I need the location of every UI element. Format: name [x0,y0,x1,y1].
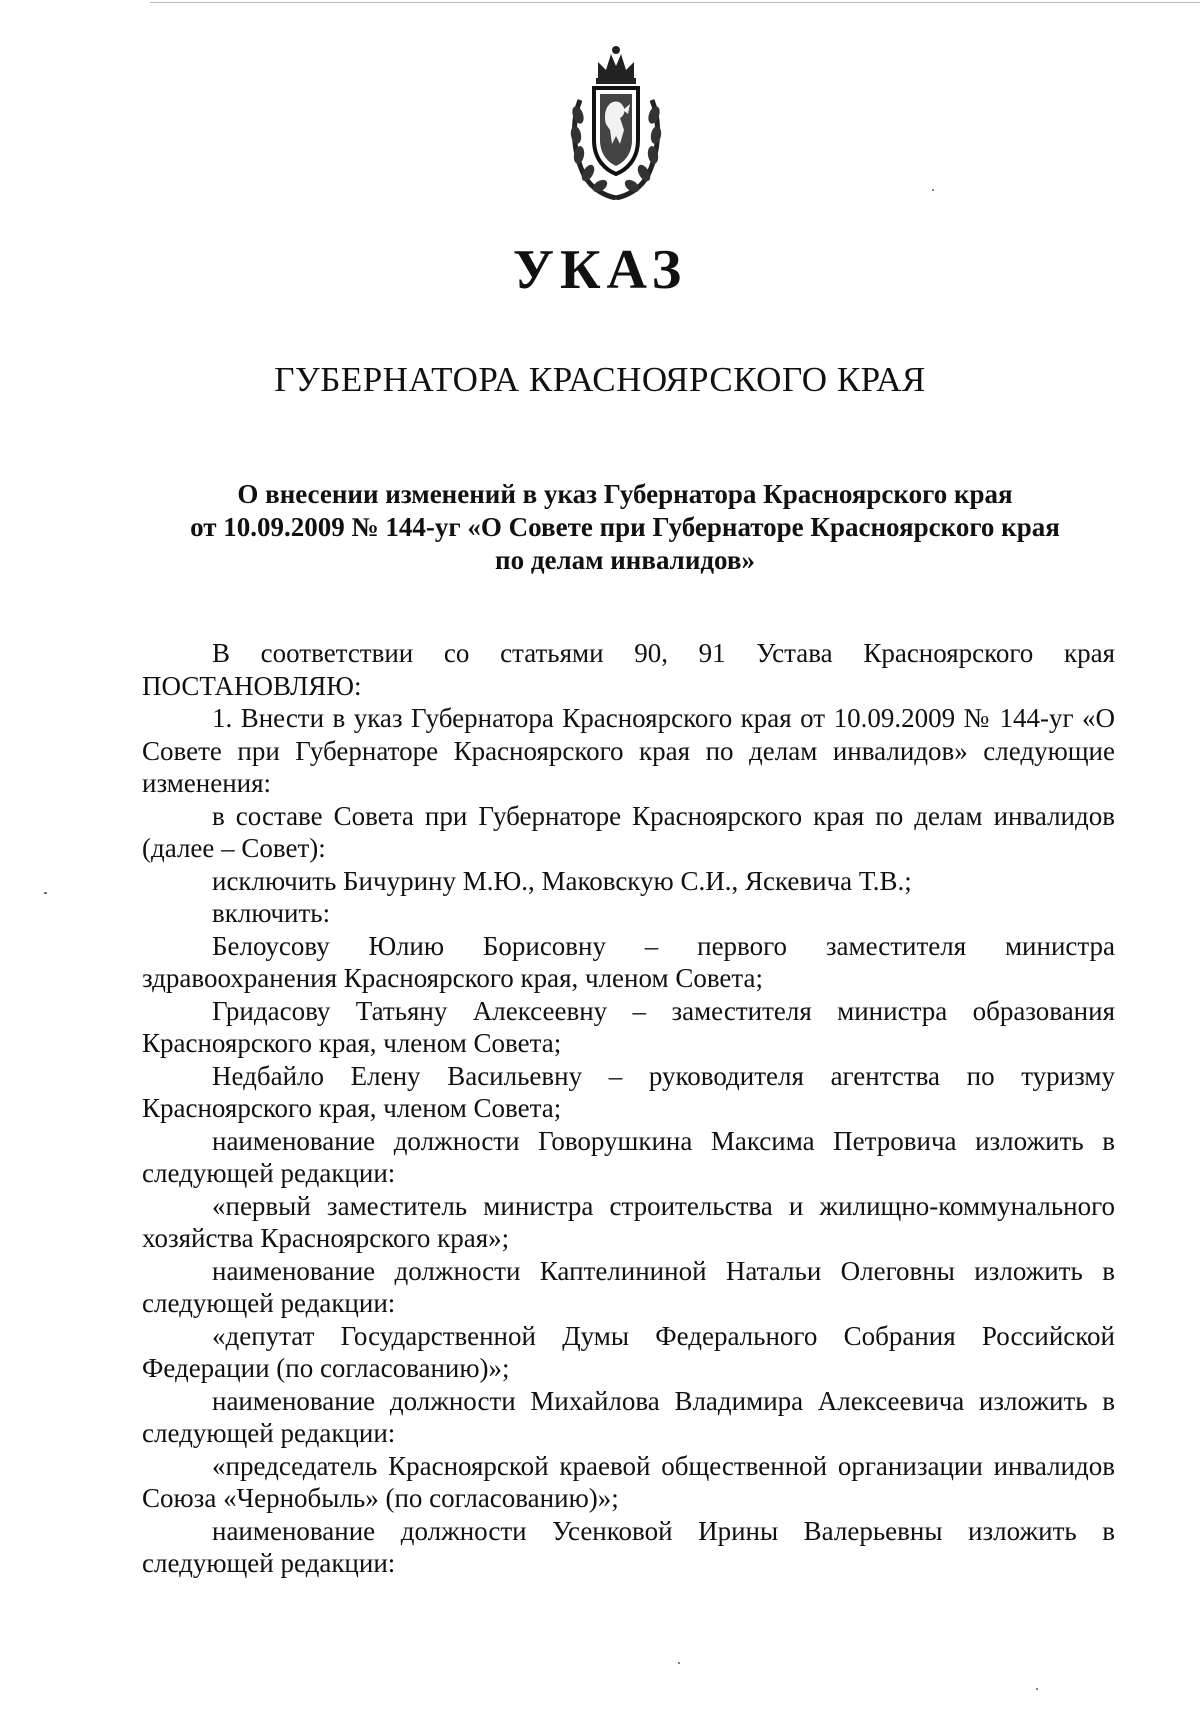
body-paragraph: В соответствии со статьями 90, 91 Устава Красноярского края ПОСТАНОВЛЯЮ: [142,638,1115,701]
body-paragraph: Гридасову Татьяну Алексеевну – заместителя министра образования Красноярского края, членом Совета; [142,995,1115,1058]
body-paragraph: исключить Бичурину М.Ю., Маковскую С.И., Яскевича Т.В.; [212,865,912,896]
body-paragraph: наименование должности Михайлова Владимира Алексеевича изложить в следующей редакции: [142,1385,1115,1448]
subject-line: О внесении изменений в указ Губернатора Красноярского края [237,479,1013,509]
scan-edge-line [150,2,1200,3]
body-paragraph: наименование должности Усенковой Ирины Валерьевны изложить в следующей редакции: [142,1515,1115,1578]
body-paragraph: «депутат Государственной Думы Федерального Собрания Российской Федерации (по согласованию)»; [142,1320,1115,1383]
body-paragraph: включить: [212,898,331,928]
subject-line: по делам инвалидов» [495,545,755,575]
body-paragraph: наименование должности Говорушкина Максима Петровича изложить в следующей редакции: [142,1125,1115,1188]
body-paragraph: Белоусову Юлию Борисовну – первого заместителя министра здравоохранения Красноярского края, членом Совета; [142,930,1115,993]
body-paragraph: 1. Внести в указ Губернатора Красноярского края от 10.09.2009 № 144-уг «О Совете при Губернаторе Красноярского края по делам инвалидов» следующие изменения: [142,703,1115,798]
document-title: УКАЗ [512,239,688,301]
body-paragraph: Недбайло Елену Васильевну – руководителя агентства по туризму Красноярского края, членом Совета; [142,1060,1115,1123]
document-subject [140,478,1110,577]
scan-speck [1036,1688,1038,1690]
scan-speck [932,189,934,191]
body-paragraph: в составе Совета при Губернаторе Красноярского края по делам инвалидов (далее – Совет): [142,800,1115,863]
subject-line: от 10.09.2009 № 144-уг «О Совете при Губернаторе Красноярского края [190,512,1060,542]
scan-speck [44,892,47,894]
document-body [142,637,1115,1580]
coat-of-arms-icon [566,40,666,200]
body-paragraph: «председатель Красноярской краевой общественной организации инвалидов Союза «Чернобыль» (по согласованию)»; [142,1450,1115,1513]
issuing-authority: ГУБЕРНАТОРА КРАСНОЯРСКОГО КРАЯ [274,360,926,399]
scan-speck [678,1662,680,1664]
body-paragraph: «первый заместитель министра строительства и жилищно-коммунального хозяйства Красноярского края»; [142,1190,1115,1253]
body-paragraph: наименование должности Каптелининой Натальи Олеговны изложить в следующей редакции: [142,1255,1115,1318]
